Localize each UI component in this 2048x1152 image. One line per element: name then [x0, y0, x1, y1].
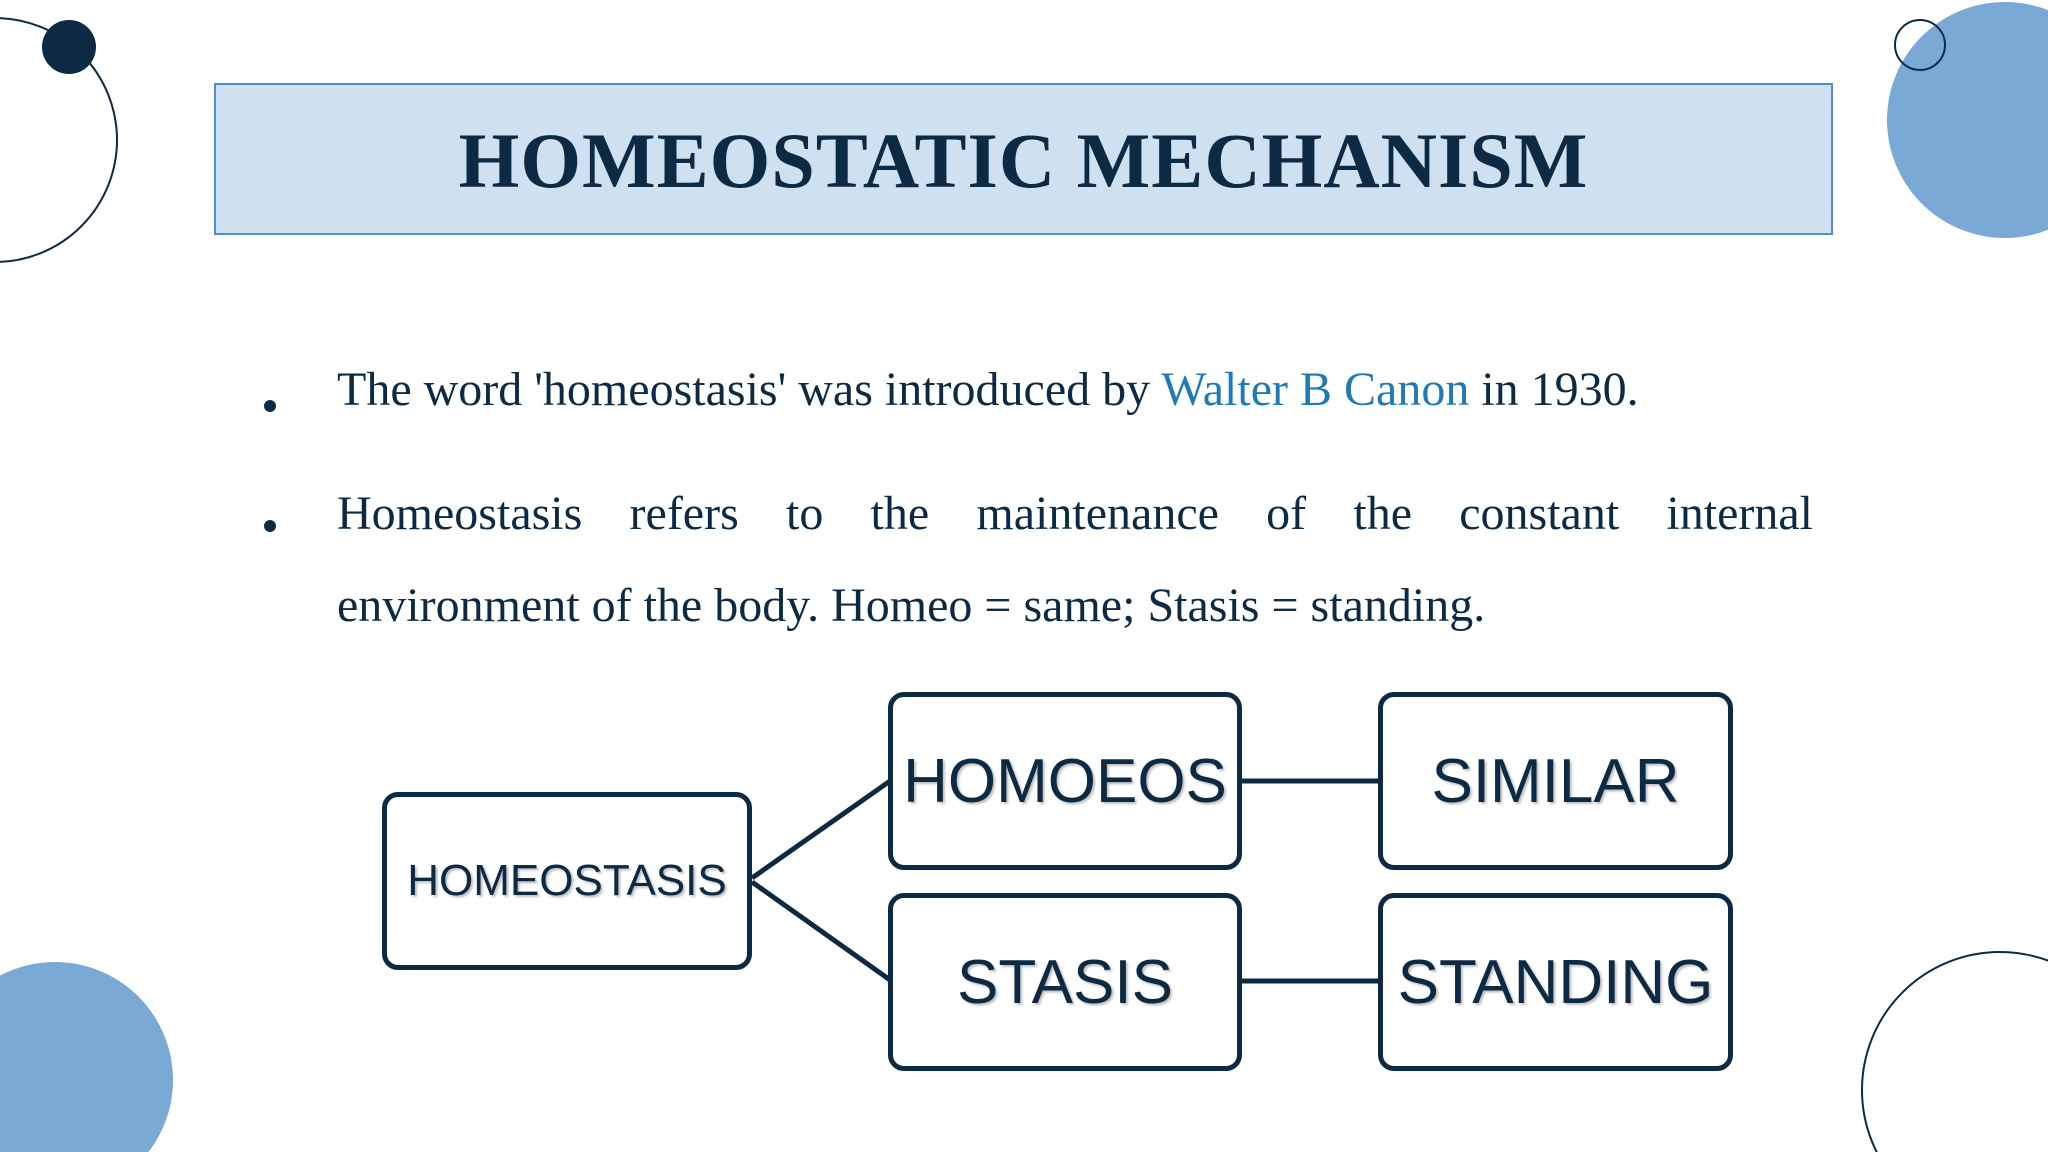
node-homoeos-label: HOMOEOS	[903, 746, 1227, 816]
node-homoeos	[888, 692, 1242, 870]
bullet-2-line-2: environment of the body. Homeo = same; Stasis = standing.	[337, 579, 1486, 632]
bullet-1-highlight: Walter B Canon	[1161, 363, 1470, 416]
slide-title: HOMEOSTATIC MECHANISM	[458, 117, 1589, 204]
edge-root-homoeos	[752, 781, 890, 878]
bullet-2-line-1: Homeostasis refers to the maintenance of the constant internal	[337, 487, 1813, 540]
bullet-1-after: in 1930.	[1469, 363, 1639, 416]
node-standing-label: STANDING	[1397, 947, 1714, 1017]
bullet-1-before: The word 'homeostasis' was introduced by	[337, 363, 1162, 416]
node-similar	[1378, 692, 1733, 870]
node-stasis	[888, 893, 1242, 1071]
node-homeostasis	[382, 792, 752, 970]
node-stasis-label: STASIS	[957, 947, 1173, 1017]
node-standing	[1378, 893, 1733, 1071]
edge-root-stasis	[752, 882, 890, 980]
node-homeostasis-label: HOMEOSTASIS	[407, 856, 727, 905]
node-similar-label: SIMILAR	[1431, 746, 1680, 816]
